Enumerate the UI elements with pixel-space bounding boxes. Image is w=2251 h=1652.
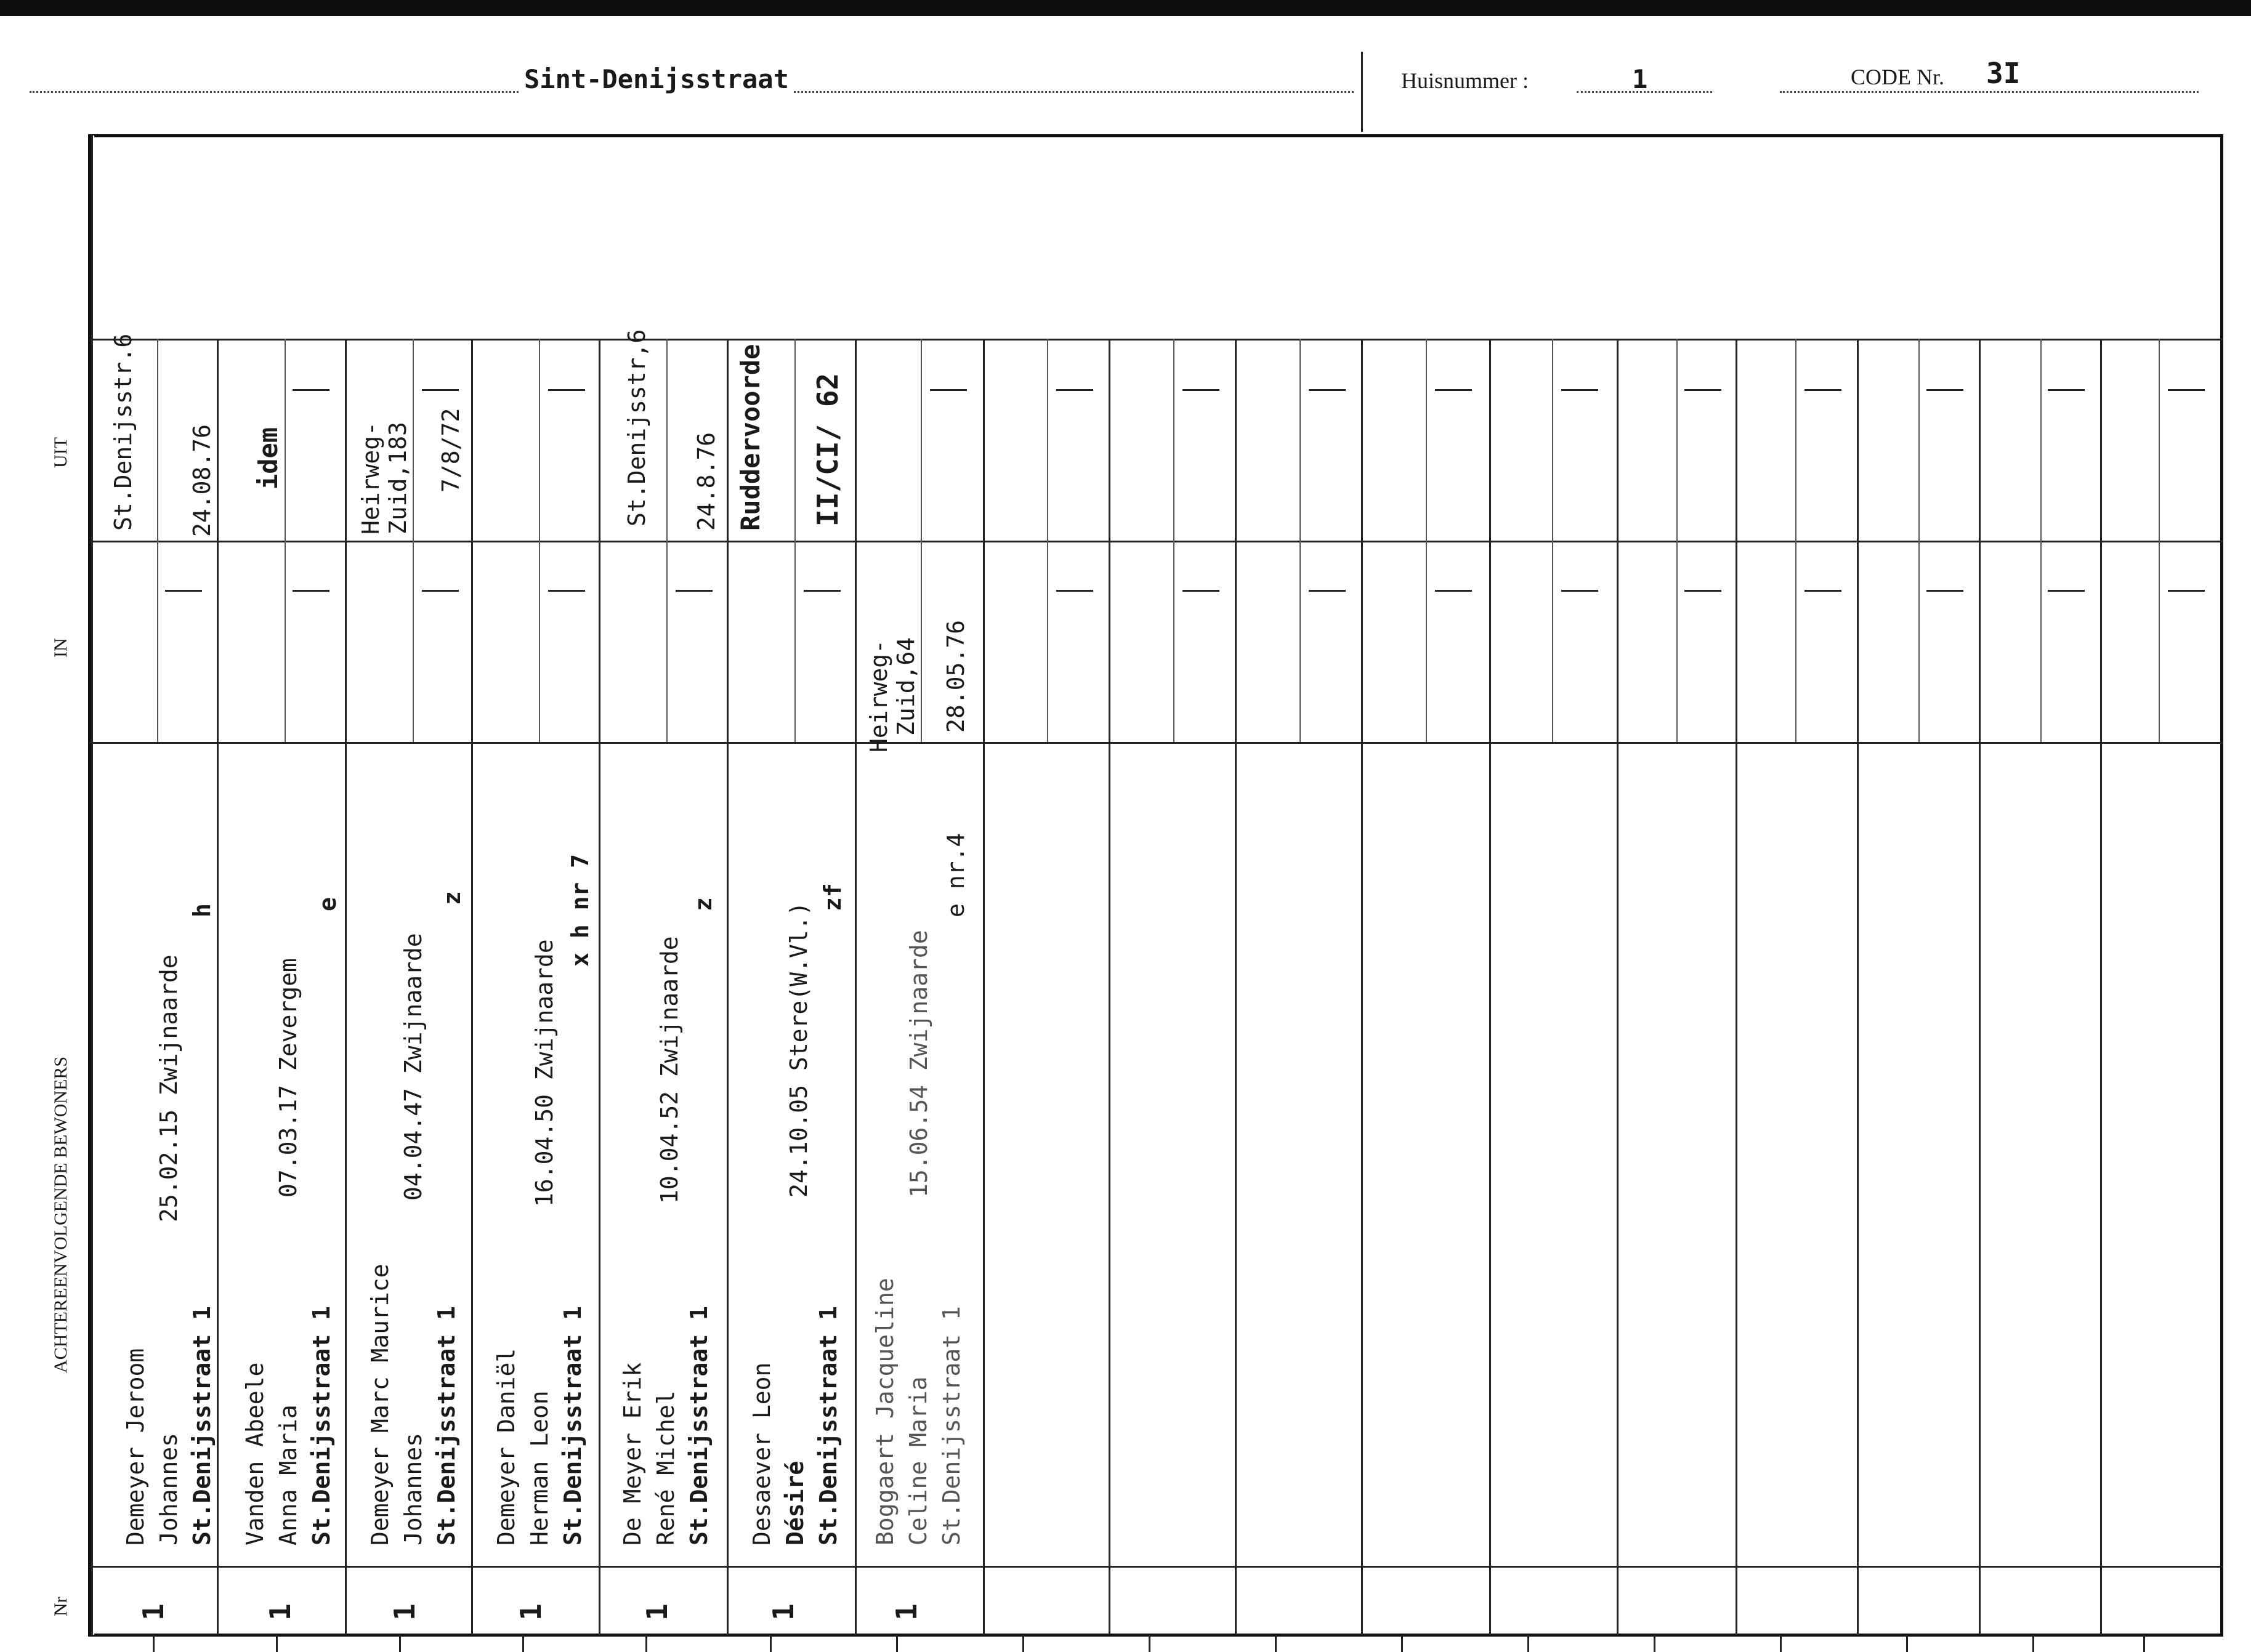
- col-divider-8: [1109, 339, 1110, 1635]
- header-divider: [1361, 52, 1363, 132]
- entry-6-address: St.Denijsstraat 1: [815, 1306, 842, 1545]
- entry-3-uit-place-line1: Heirweg-: [357, 421, 384, 534]
- col-divider-16: [2100, 339, 2102, 1635]
- entry-5-mark: z: [690, 897, 717, 911]
- entry-3-nr: 1: [388, 1603, 421, 1621]
- entry-4-address: St.Denijsstraat 1: [559, 1306, 586, 1545]
- entry-6-uit-date: II/CI/ 62: [811, 373, 844, 526]
- entry-1-nr: 1: [137, 1603, 170, 1621]
- entry-3-mark: z: [438, 891, 466, 905]
- entry-5-uit-place: St.Denijsstr,6: [623, 329, 650, 526]
- entry-7-birth: 15.06.54 Zwijnaarde: [905, 930, 932, 1198]
- top-border-bar: [0, 0, 2251, 16]
- entry-5-address: St.Denijsstraat 1: [685, 1306, 713, 1545]
- entry-5-name-line2: René Michel: [652, 1390, 679, 1545]
- entry-2-address: St.Denijsstraat 1: [308, 1306, 335, 1545]
- row-label-in: IN: [51, 638, 71, 658]
- entry-7-name-line1: Boggaert Jacqueline: [871, 1278, 899, 1545]
- entry-6-name-line2: Désiré: [782, 1461, 809, 1545]
- code-label: CODE Nr.: [1851, 65, 1944, 89]
- entry-6-mark: zf: [819, 883, 846, 911]
- col-divider-7: [983, 339, 985, 1635]
- entry-1-uit-place: St.Denijsstr.6: [110, 333, 137, 531]
- entry-3-address: St.Denijsstraat 1: [433, 1306, 460, 1545]
- entry-6-birth: 24.10.05 Stere(W.Vl.): [785, 901, 812, 1198]
- col-divider-15: [1979, 339, 1981, 1635]
- row-label-bewoners: ACHTEREENVOLGENDE BEWONERS: [51, 1056, 71, 1373]
- entry-2-name-line2: Anna Maria: [275, 1404, 302, 1545]
- entry-1-name-line1: Demeyer Jeroom: [122, 1348, 149, 1545]
- row-label-nr: Nr: [51, 1597, 71, 1616]
- entry-7-address: St.Denijsstraat 1: [938, 1306, 965, 1545]
- street-name: Sint-Denijsstraat: [520, 64, 793, 94]
- col-divider-2: [345, 339, 347, 1635]
- col-divider-11: [1489, 339, 1491, 1635]
- entry-7-in-date: 28.05.76: [942, 619, 969, 733]
- entry-7-nr: 1: [890, 1603, 923, 1621]
- entry-5-birth: 10.04.52 Zwijnaarde: [656, 936, 683, 1204]
- entry-5-nr: 1: [641, 1603, 674, 1621]
- divider-in-top: [89, 541, 2223, 542]
- entry-4-name-line1: Demeyer Daniël: [493, 1348, 520, 1545]
- divider-bewoners-top: [89, 742, 2223, 744]
- entry-7-in-place-line2: Zuid,64: [892, 637, 919, 736]
- entry-5-name-line1: De Meyer Erik: [619, 1362, 646, 1545]
- entry-7-in-place-line1: Heirweg-: [865, 639, 892, 752]
- entry-3-uit-place-line2: Zuid,183: [384, 421, 411, 534]
- entry-6-nr: 1: [767, 1603, 800, 1621]
- code-value: 3I: [1986, 57, 2021, 90]
- entry-1-uit-date: 24.08.76: [188, 424, 216, 537]
- col-divider-6: [855, 339, 857, 1635]
- entry-4-name-line2: Herman Leon: [526, 1390, 553, 1545]
- entry-3-name-line2: Johannes: [400, 1432, 427, 1545]
- entry-7-mark: e nr.4: [942, 832, 969, 917]
- col-divider-5: [727, 339, 729, 1635]
- col-divider-9: [1235, 339, 1237, 1635]
- entry-3-name-line1: Demeyer Marc Maurice: [366, 1263, 394, 1545]
- huisnummer-label: Huisnummer :: [1401, 68, 1529, 93]
- entry-1-address: St.Denijsstraat 1: [188, 1306, 216, 1545]
- entry-4-nr: 1: [514, 1603, 548, 1621]
- entry-4-mark: x h nr 7: [567, 853, 594, 967]
- col-divider-4: [599, 339, 600, 1635]
- row-label-uit: UIT: [51, 437, 71, 468]
- col-divider-12: [1617, 339, 1619, 1635]
- huisnummer-value: 1: [1632, 64, 1648, 94]
- entry-1-mark: h: [188, 903, 216, 917]
- entry-7-name-line2: Celine Maria: [905, 1376, 932, 1545]
- entry-3-uit-date: 7/8/72: [437, 408, 464, 493]
- entry-2-birth: 07.03.17 Zevergem: [275, 958, 302, 1198]
- entry-1-name-line2: Johannes: [155, 1432, 182, 1545]
- entry-1-birth: 25.02.15 Zwijnaarde: [155, 954, 182, 1222]
- col-divider-14: [1857, 339, 1859, 1635]
- entry-2-uit-place: idem: [253, 427, 283, 490]
- entry-5-uit-date: 24.8.76: [693, 432, 720, 531]
- code-dotted-line: [1780, 91, 2199, 93]
- entry-2-name-line1: Vanden Abeele: [241, 1362, 269, 1545]
- divider-nr-top: [89, 1566, 2223, 1568]
- entry-4-birth: 16.04.50 Zwijnaarde: [531, 939, 558, 1207]
- divider-uit-top: [89, 339, 2223, 340]
- entry-2-nr: 1: [264, 1603, 297, 1621]
- entry-6-uit-place: Ruddervoorde: [735, 344, 766, 531]
- register-frame: [88, 134, 2223, 1637]
- col-divider-10: [1361, 339, 1363, 1635]
- entry-6-name-line1: Desaever Leon: [748, 1362, 775, 1545]
- col-divider-3: [471, 339, 473, 1635]
- entry-3-birth: 04.04.47 Zwijnaarde: [400, 933, 427, 1201]
- col-divider-1: [217, 339, 219, 1635]
- col-divider-13: [1736, 339, 1737, 1635]
- entry-2-mark: e: [314, 897, 341, 911]
